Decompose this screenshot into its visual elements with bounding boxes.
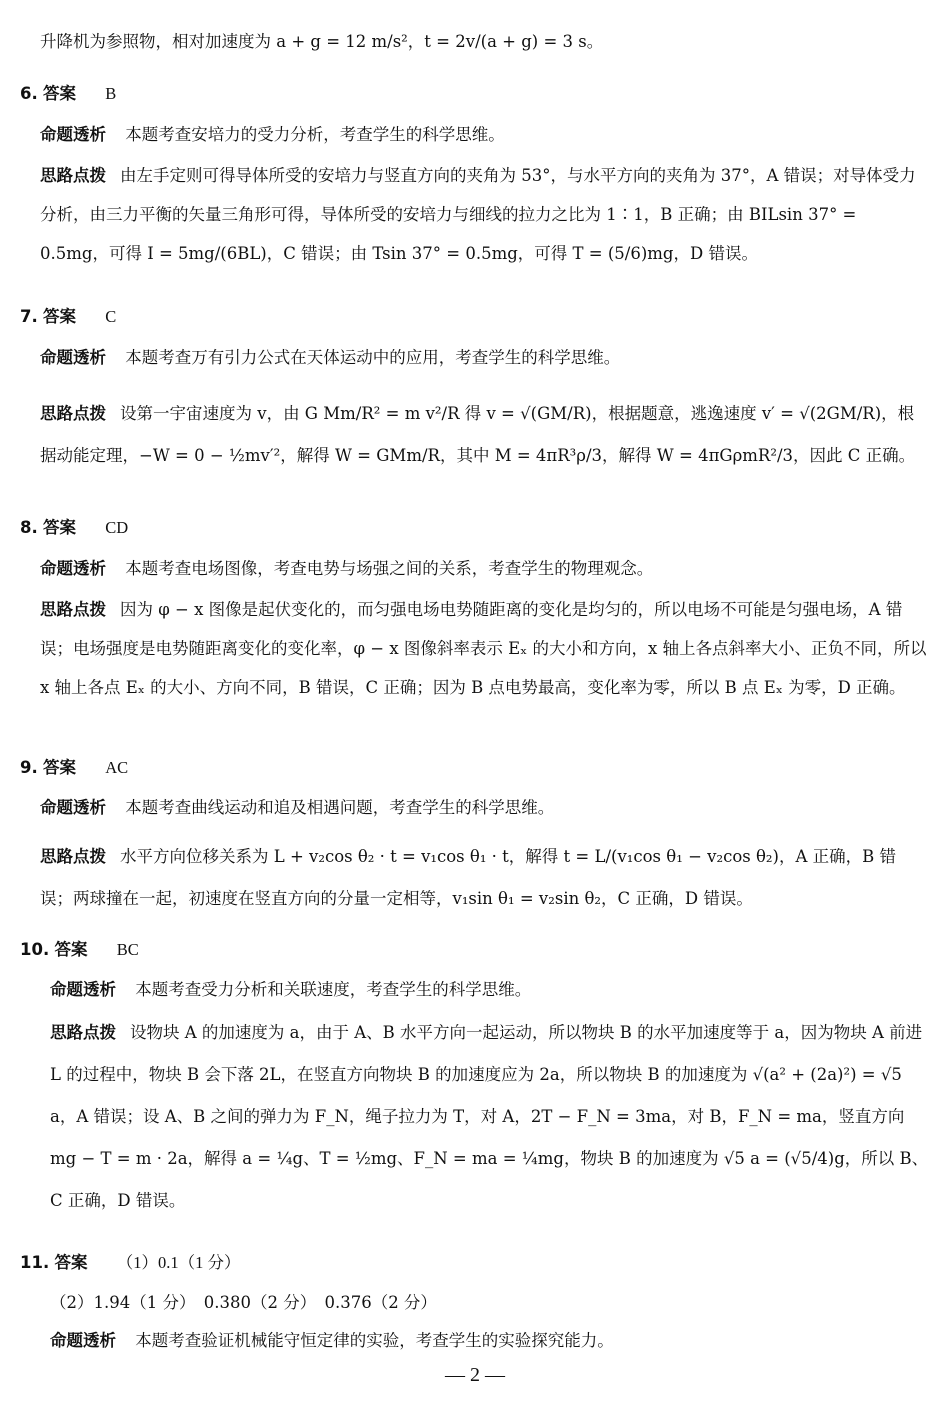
q8-analysis-label: 命题透析 xyxy=(40,559,106,578)
q11-number: 11. xyxy=(20,1253,50,1272)
q7-answer-value: C xyxy=(105,307,117,326)
q6-hint-label: 思路点拨 xyxy=(40,166,106,185)
q10-analysis xyxy=(50,982,531,999)
q9-hint-text: 水平方向位移关系为 L + v₂cos θ₂ · t = v₁cos θ₁ · t，解得 t = L/(v₁cos θ₁ − v₂cos θ₂)，A 正确，B 错误；两球撞在一起，初速度在竖直方向的分量一定相等，v₁sin θ₁ = v₂sin θ₂，C 正确，D 错误。 xyxy=(40,847,896,908)
q8-number: 8. xyxy=(20,518,38,537)
q7-analysis xyxy=(40,350,620,367)
q9-analysis-text: 本题考查曲线运动和追及相遇问题，考查学生的科学思维。 xyxy=(125,798,555,817)
q11-answer-value: （1）0.1（1 分） xyxy=(116,1253,241,1272)
page-number: — 2 — xyxy=(445,1364,505,1386)
q10-number: 10. xyxy=(20,940,50,959)
q9-analysis-label: 命题透析 xyxy=(40,798,106,817)
q7-answer xyxy=(20,309,116,326)
q6-answer xyxy=(20,86,116,103)
q6-hint xyxy=(40,156,930,273)
q9-hint xyxy=(40,836,920,920)
top-line: 升降机为参照物，相对加速度为 a + g = 12 m/s²，t = 2v/(a + g) = 3 s。 xyxy=(40,32,604,51)
q6-number: 6. xyxy=(20,84,38,103)
q8-analysis xyxy=(40,561,653,578)
q9-answer-value: AC xyxy=(105,758,129,777)
q10-hint-text: 设物块 A 的加速度为 a，由于 A、B 水平方向一起运动，所以物块 B 的水平加速度等于 a，因为物块 A 前进 L 的过程中，物块 B 会下落 2L，在竖直方向物块 B 的加速度应为 2a，所以物块 B 的加速度为 √(a² + (2a)²) = √5 a，A 错误；设 A、B 之间的弹力为 F_N，绳子拉力为 T，对 A，2T − F_N = 3ma，对 B，F_N = ma，竖直方向 mg − T = m · 2a，解得 a = ¼g、T = ½mg、F_N = ma = ¼mg，物块 B 的加速度为 √5 a = (√5/4)g，所以 B、C 正确，D 错误。 xyxy=(50,1023,929,1210)
q8-analysis-text: 本题考查电场图像，考查电势与场强之间的关系，考查学生的物理观念。 xyxy=(125,559,654,578)
q6-analysis-text: 本题考查安培力的受力分析，考查学生的科学思维。 xyxy=(125,125,505,144)
q10-analysis-label: 命题透析 xyxy=(50,980,116,999)
q6-analysis-label: 命题透析 xyxy=(40,125,106,144)
q7-analysis-text: 本题考查万有引力公式在天体运动中的应用，考查学生的科学思维。 xyxy=(125,348,621,367)
q9-answer-label: 答案 xyxy=(43,758,76,777)
q9-answer xyxy=(20,760,128,777)
q9-analysis xyxy=(40,800,554,817)
q10-answer-label: 答案 xyxy=(54,940,88,959)
q6-answer-value: B xyxy=(105,84,117,103)
q8-hint-text: 因为 φ − x 图像是起伏变化的，而匀强电场电势随距离的变化是均匀的，所以电场不可能是匀强电场，A 错误；电场强度是电势随距离变化的变化率，φ − x 图像斜率表示 Eₓ 的大小和方向，x 轴上各点斜率大小、正负不同，所以 x 轴上各点 Eₓ 的大小、方向不同，B 错误，C 正确；因为 B 点电势最高，变化率为零，所以 B 点 Eₓ 为零，D 正确。 xyxy=(40,600,927,697)
q6-hint-text: 由左手定则可得导体所受的安培力与竖直方向的夹角为 53°，与水平方向的夹角为 37°，A 错误；对导体受力分析，由三力平衡的矢量三角形可得，导体所受的安培力与细线的拉力之比为 1∶1，B 正确；由 BILsin 37° = 0.5mg，可得 I = 5mg/(6BL)，C 错误；由 Tsin 37° = 0.5mg，可得 T = (5/6)mg，D 错误。 xyxy=(40,166,916,263)
q11-answer-label: 答案 xyxy=(54,1253,88,1272)
q11-answer-part2: （2）1.94（1 分） 0.380（2 分） 0.376（2 分） xyxy=(50,1293,437,1312)
q9-number: 9. xyxy=(20,758,38,777)
q8-answer xyxy=(20,520,128,537)
q10-hint-label: 思路点拨 xyxy=(50,1023,116,1042)
q8-answer-value: CD xyxy=(105,518,129,537)
q11-analysis-text: 本题考查验证机械能守恒定律的实验，考查学生的实验探究能力。 xyxy=(135,1331,614,1350)
q10-analysis-text: 本题考查受力分析和关联速度，考查学生的科学思维。 xyxy=(135,980,532,999)
q7-hint-label: 思路点拨 xyxy=(40,404,106,423)
q7-answer-label: 答案 xyxy=(43,307,76,326)
q8-answer-label: 答案 xyxy=(43,518,76,537)
q8-hint xyxy=(40,590,930,707)
q7-hint-text: 设第一宇宙速度为 v，由 G Mm/R² = m v²/R 得 v = √(GM/R)，根据题意，逃逸速度 v′ = √(2GM/R)，根据动能定理，−W = 0 − ½mv′²，解得 W = GMm/R，其中 M = 4πR³ρ/3，解得 W = 4πGρmR²/3，因此 C 正确。 xyxy=(40,404,916,465)
q11-answer xyxy=(20,1255,240,1272)
q8-hint-label: 思路点拨 xyxy=(40,600,106,619)
q7-hint xyxy=(40,393,920,477)
q11-analysis xyxy=(50,1333,614,1350)
q7-analysis-label: 命题透析 xyxy=(40,348,106,367)
q11-analysis-label: 命题透析 xyxy=(50,1331,116,1350)
q9-hint-label: 思路点拨 xyxy=(40,847,106,866)
q6-analysis xyxy=(40,127,505,144)
q6-answer-label: 答案 xyxy=(43,84,76,103)
q10-answer xyxy=(20,942,139,959)
q7-number: 7. xyxy=(20,307,38,326)
q10-hint xyxy=(50,1012,930,1222)
q10-answer-value: BC xyxy=(116,940,139,959)
